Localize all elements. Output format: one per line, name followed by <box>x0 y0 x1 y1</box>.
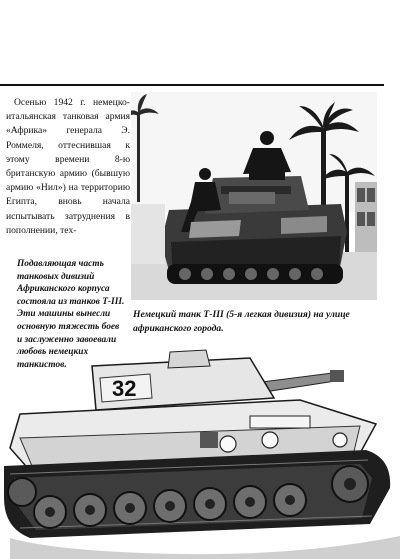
top-rule <box>0 84 384 86</box>
street-tank-photo <box>131 92 377 300</box>
caption-right: Немецкий танк Т-III (5-я легкая дивизия) на улице африканского города. <box>133 309 350 334</box>
tank-marking <box>112 376 136 401</box>
body-text <box>6 96 130 238</box>
caption-left: Подавляющая часть танковых дивизий Африканского корпуса состояла из танков Т-III. Эти машины вынесли основную тяжесть боев и заслуженно завоевали любовь немецких танкистов. <box>17 259 125 370</box>
tank-illustration <box>0 328 407 559</box>
tank-marking-text: 32 <box>112 376 137 401</box>
body-text-content: Осенью 1942 г. немецко-итальянская танковая армия «Африка» генерала Э. Роммеля, оттеснившая к этому времени 8-ю британскую армию (бывшую армию «Нил») на территорию Египта, вновь начала испытывать затруднения в пополнении, тех- <box>6 97 130 236</box>
